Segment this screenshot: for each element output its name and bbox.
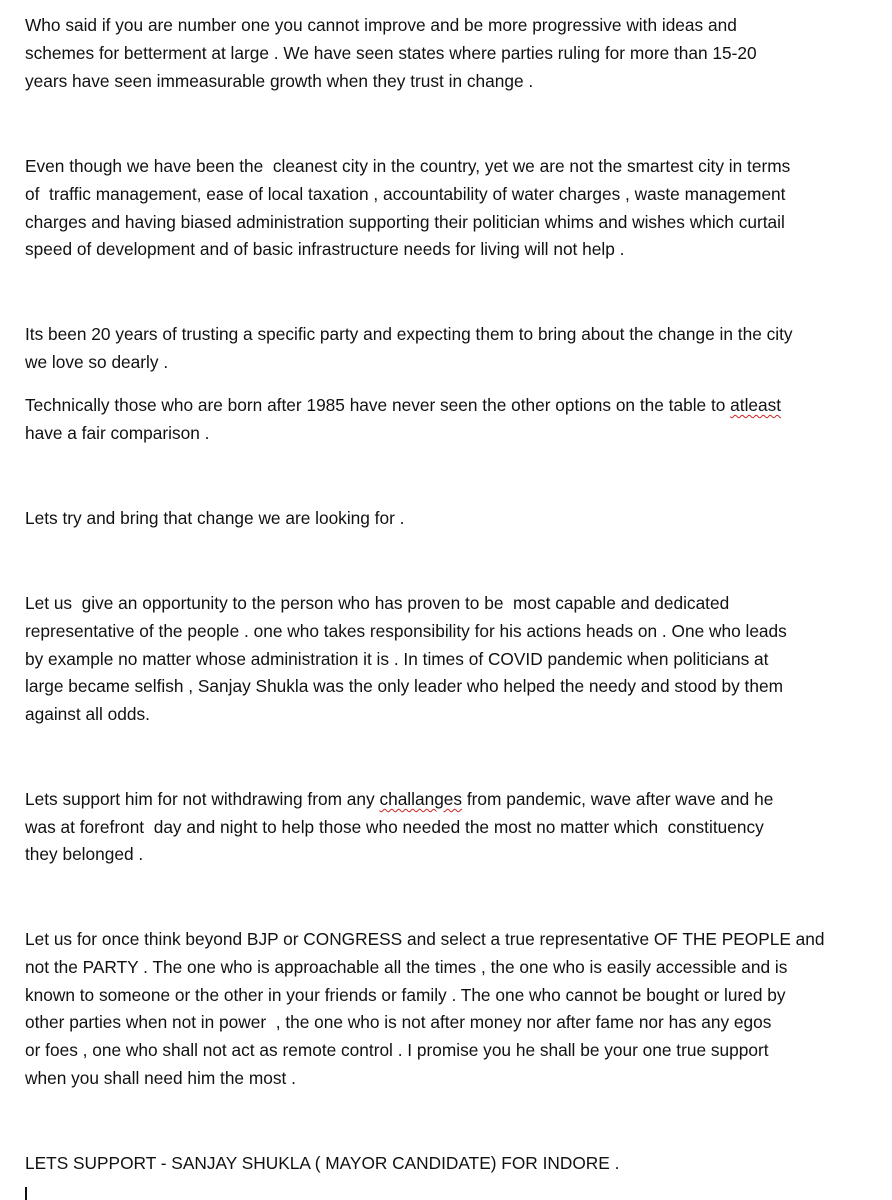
misspelled-word-atleast[interactable]: atleast: [730, 395, 782, 415]
paragraph-4-line-2: have a fair comparison .: [25, 423, 210, 443]
paragraph-1-line-2: schemes for betterment at large . We have seen states where parties ruling for more than 15-20: [25, 43, 757, 63]
paragraph-2-line-3: charges and having biased administration supporting their politician whims and wishes which curtail: [25, 212, 785, 232]
paragraph-2-line-1: Even though we have been the cleanest city in the country, yet we are not the smartest city in terms: [25, 156, 791, 176]
paragraph-8-line-6: when you shall need him the most .: [25, 1068, 296, 1088]
paragraph-8-line-1: Let us for once think beyond BJP or CONGRESS and select a true representative OF THE PEOPLE and: [25, 929, 825, 949]
paragraph-1-line-3: years have seen immeasurable growth when they trust in change .: [25, 71, 534, 91]
paragraph-8-line-5: or foes , one who shall not act as remote control . I promise you he shall be your one true support: [25, 1040, 769, 1060]
paragraph-4-line-1: [25, 394, 781, 416]
paragraph-5-line-1: Lets try and bring that change we are looking for .: [25, 508, 405, 528]
paragraph-7-line-1-text-b: from pandemic, wave after wave and he: [462, 789, 774, 809]
paragraph-6-line-4: large became selfish , Sanjay Shukla was the only leader who helped the needy and stood by them: [25, 676, 783, 696]
paragraph-1-line-1: Who said if you are number one you cannot improve and be more progressive with ideas and: [25, 15, 737, 35]
paragraph-6-line-2: representative of the people . one who takes responsibility for his actions heads on . One who leads: [25, 621, 787, 641]
paragraph-6-line-3: by example no matter whose administration it is . In times of COVID pandemic when politicians at: [25, 649, 769, 669]
paragraph-6-line-5: against all odds.: [25, 704, 150, 724]
text-cursor[interactable]: [25, 1187, 27, 1200]
misspelled-word-challanges[interactable]: challanges: [379, 789, 463, 809]
paragraph-6-line-1: Let us give an opportunity to the person who has proven to be most capable and dedicated: [25, 593, 730, 613]
paragraph-8-line-4: other parties when not in power , the one who is not after money nor after fame nor has any egos: [25, 1012, 772, 1032]
paragraph-7-line-3: they belonged .: [25, 844, 144, 864]
paragraph-7-line-1-text-a: Lets support him for not withdrawing from any: [25, 789, 380, 809]
paragraph-7-line-1: [25, 788, 773, 810]
paragraph-9-line-1: LETS SUPPORT - SANJAY SHUKLA ( MAYOR CANDIDATE) FOR INDORE .: [25, 1153, 620, 1173]
paragraph-2-line-4: speed of development and of basic infrastructure needs for living will not help .: [25, 239, 625, 259]
paragraph-3-line-1: Its been 20 years of trusting a specific party and expecting them to bring about the change in the city: [25, 324, 793, 344]
paragraph-8-line-3: known to someone or the other in your friends or family . The one who cannot be bought or lured by: [25, 985, 786, 1005]
paragraph-2-line-2: of traffic management, ease of local taxation , accountability of water charges , waste management: [25, 184, 786, 204]
paragraph-4-line-1-text: Technically those who are born after 1985 have never seen the other options on the table to: [25, 395, 731, 415]
paragraph-3-line-2: we love so dearly .: [25, 352, 169, 372]
paragraph-7-line-2: was at forefront day and night to help those who needed the most no matter which constituency: [25, 817, 764, 837]
paragraph-8-line-2: not the PARTY . The one who is approachable all the times , the one who is easily accessible and is: [25, 957, 788, 977]
